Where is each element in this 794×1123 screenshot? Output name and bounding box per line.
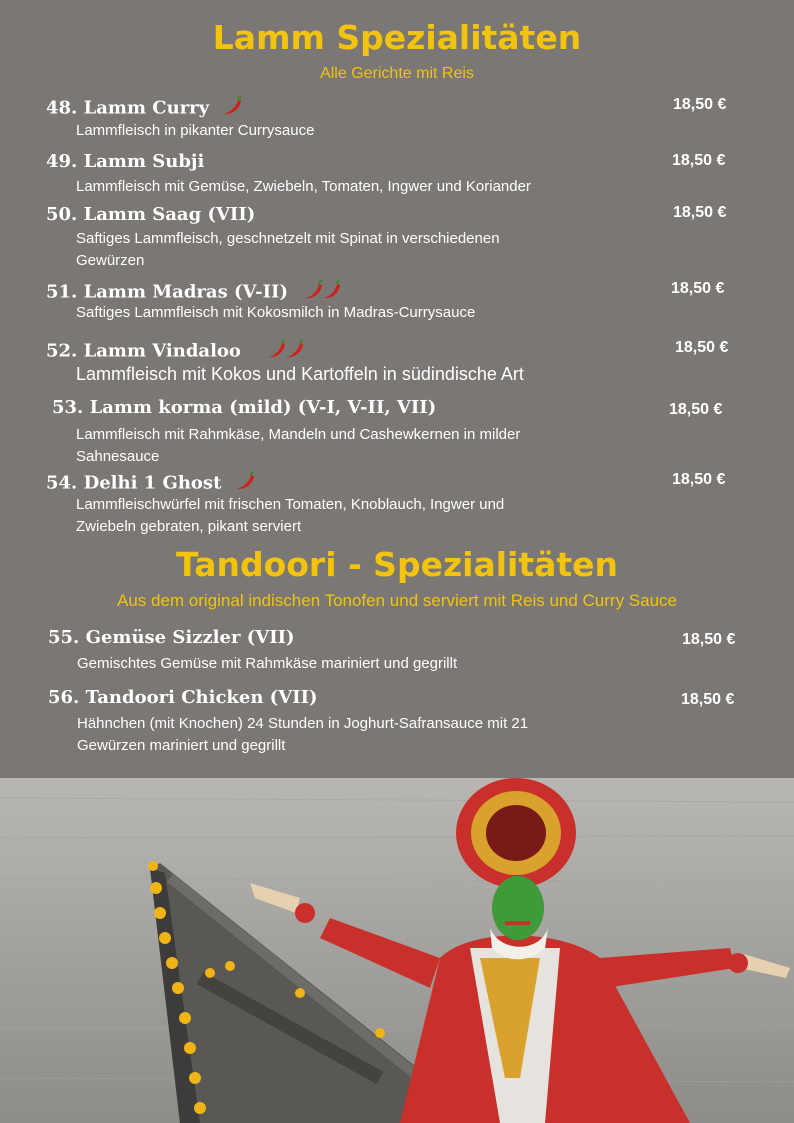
item-name (48, 687, 318, 708)
item-description: Hähnchen (mit Knochen) 24 Stunden in Joghurt-Safransauce mit 21 Gewürzen mariniert und gegrillt (77, 715, 529, 754)
item-name (52, 397, 436, 418)
item-name (46, 151, 204, 172)
section-subtitle-tandoori: Aus dem original indischen Tonofen und serviert mit Reis und Curry Sauce (116, 591, 678, 610)
item-name-text: 50. Lamm Saag (VII) (46, 204, 256, 225)
item-name (46, 204, 255, 225)
item-name (46, 339, 307, 364)
chili-pepper-icon (221, 96, 243, 121)
item-price: 18,50 € (675, 339, 729, 356)
item-price: 18,50 € (673, 96, 727, 113)
item-price: 18,50 € (672, 152, 726, 169)
item-name-text: 51. Lamm Madras (V-II) (46, 281, 288, 303)
item-price: 18,50 € (672, 471, 726, 488)
item-name (46, 471, 256, 496)
item-name-text: 53. Lamm korma (mild) (V-I, V-II, VII) (52, 397, 437, 418)
item-name-text: 52. Lamm Vindaloo (46, 340, 241, 362)
item-description: Gemischtes Gemüse mit Rahmkäse mariniert und gegrillt (77, 655, 458, 672)
section-title-lamb: Lamm Spezialitäten (212, 18, 582, 57)
item-price: 18,50 € (673, 204, 727, 221)
chili-pepper-icon (267, 339, 307, 364)
item-name-text: 55. Gemüse Sizzler (VII) (48, 627, 295, 648)
item-price: 18,50 € (671, 280, 725, 297)
item-description: Saftiges Lammfleisch, geschnetzelt mit Spinat in verschiedenen Gewürzen (76, 230, 500, 269)
item-name-text: 49. Lamm Subji (46, 151, 205, 172)
item-name-text: 54. Delhi 1 Ghost (46, 472, 222, 494)
section-subtitle-lamb: Alle Gerichte mit Reis (320, 65, 474, 82)
item-description: Lammfleischwürfel mit frischen Tomaten, Knoblauch, Ingwer und Zwiebeln gebraten, pikant serviert (76, 496, 505, 535)
section-title-tandoori: Tandoori - Spezialitäten (175, 545, 619, 584)
item-name (46, 96, 243, 121)
item-name-text: 48. Lamm Curry (46, 97, 210, 119)
item-name-text: 56. Tandoori Chicken (VII) (48, 687, 318, 708)
item-description: Lammfleisch mit Gemüse, Zwiebeln, Tomaten, Ingwer und Koriander (76, 178, 531, 195)
item-price: 18,50 € (681, 691, 735, 708)
chili-pepper-icon (234, 471, 256, 496)
item-name (48, 627, 295, 648)
item-description: Saftiges Lammfleisch mit Kokosmilch in Madras-Currysauce (76, 304, 476, 321)
item-price: 18,50 € (669, 401, 723, 418)
kathakali-dancer-on-boat-photo (0, 778, 794, 1123)
item-description: Lammfleisch in pikanter Currysauce (76, 122, 315, 139)
item-description: Lammfleisch mit Rahmkäse, Mandeln und Cashewkernen in milder Sahnesauce (76, 426, 521, 465)
item-description: Lammfleisch mit Kokos und Kartoffeln in südindische Art (76, 364, 524, 384)
item-price: 18,50 € (682, 631, 736, 648)
